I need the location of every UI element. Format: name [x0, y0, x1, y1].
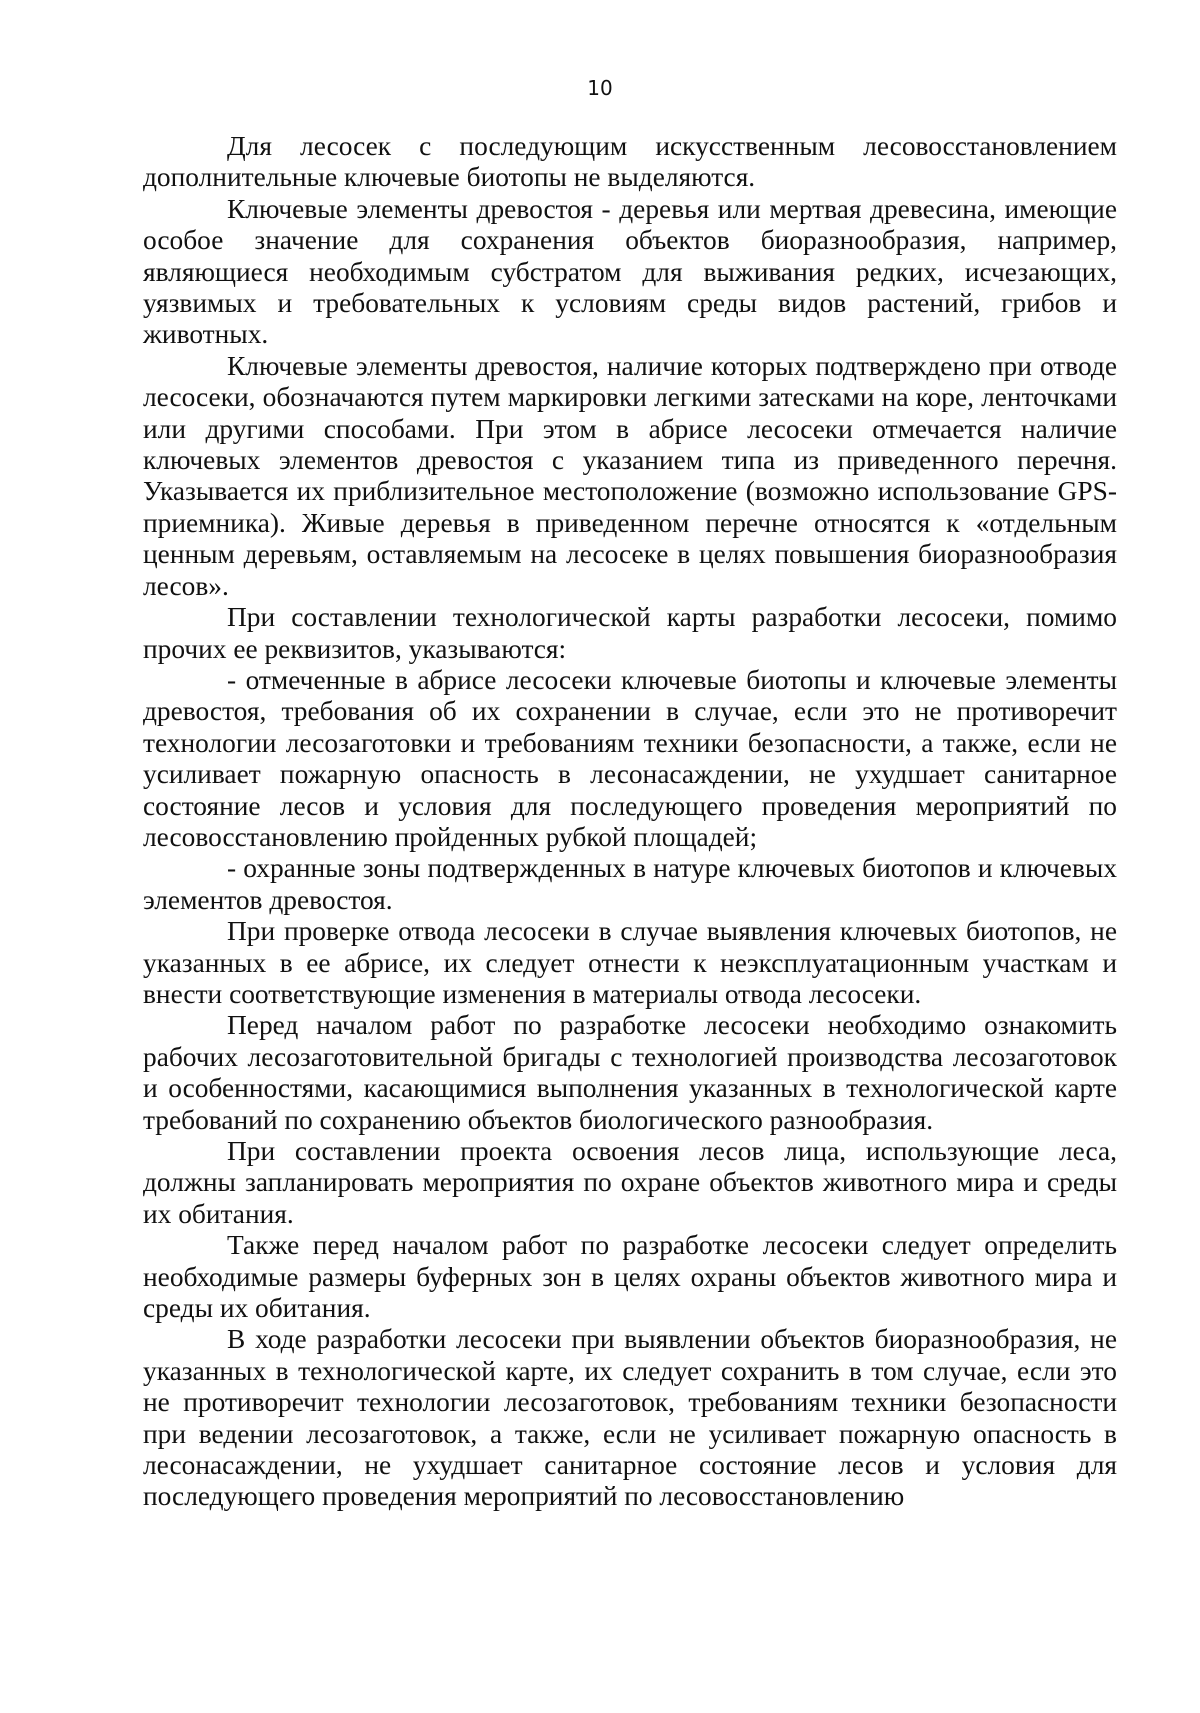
list-item: - отмеченные в абрисе лесосеки ключевые биотопы и ключевые элементы древостоя, требования об их сохранении в случае, если это не противоречит технологии лесозаготовки и требованиям техники безопасности, а также, если не усиливает пожарную опасность в лесонасаждении, не ухудшает санитарное состояние лесов и условия для последующего проведения мероприятий по лесовосстановлению пройденных рубкой площадей; — [143, 664, 1117, 852]
paragraph: В ходе разработки лесосеки при выявлении объектов биоразнообразия, не указанных в технологической карте, их следует сохранить в том случае, если это не противоречит технологии лесозаготовок, требованиям техники безопасности при ведении лесозаготовок, а также, если не усиливает пожарную опасность в лесонасаждении, не ухудшает санитарное состояние лесов и условия для последующего проведения мероприятий по лесовосстановлению — [143, 1324, 1117, 1512]
paragraph: Перед началом работ по разработке лесосеки необходимо ознакомить рабочих лесозаготовительной бригады с технологией производства лесозаготовок и особенностями, касающимися выполнения указанных в технологической карте требований по сохранению объектов биологического разнообразия. — [143, 1010, 1117, 1135]
paragraph: Для лесосек с последующим искусственным лесовосстановлением дополнительные ключевые биотопы не выделяются. — [143, 131, 1117, 193]
body-text — [143, 131, 1117, 1513]
paragraph: Ключевые элементы древостоя, наличие которых подтверждено при отводе лесосеки, обозначаются путем маркировки легкими затесками на коре, ленточками или другими способами. При этом в абрисе лесосеки отмечается наличие ключевых элементов древостоя с указанием типа из приведенного перечня. Указывается их приблизительное местоположение (возможно использование GPS-приемника). Живые деревья в приведенном перечне относятся к «отдельным ценным деревьям, оставляемым на лесосеке в целях повышения биоразнообразия лесов». — [143, 350, 1117, 601]
list-item: - охранные зоны подтвержденных в натуре ключевых биотопов и ключевых элементов древостоя. — [143, 853, 1117, 915]
page-number: 10 — [587, 76, 613, 100]
paragraph: Ключевые элементы древостоя - деревья или мертвая древесина, имеющие особое значение для сохранения объектов биоразнообразия, например, являющиеся необходимым субстратом для выживания редких, исчезающих, уязвимых и требовательных к условиям среды видов растений, грибов и животных. — [143, 193, 1117, 350]
paragraph: При составлении технологической карты разработки лесосеки, помимо прочих ее реквизитов, указываются: — [143, 602, 1117, 664]
paragraph: Также перед началом работ по разработке лесосеки следует определить необходимые размеры буферных зон в целях охраны объектов животного мира и среды их обитания. — [143, 1230, 1117, 1324]
paragraph: При составлении проекта освоения лесов лица, использующие леса, должны запланировать мероприятия по охране объектов животного мира и среды их обитания. — [143, 1136, 1117, 1229]
paragraph: При проверке отвода лесосеки в случае выявления ключевых биотопов, не указанных в ее абрисе, их следует отнести к неэксплуатационным участкам и внести соответствующие изменения в материалы отвода лесосеки. — [143, 916, 1117, 1009]
